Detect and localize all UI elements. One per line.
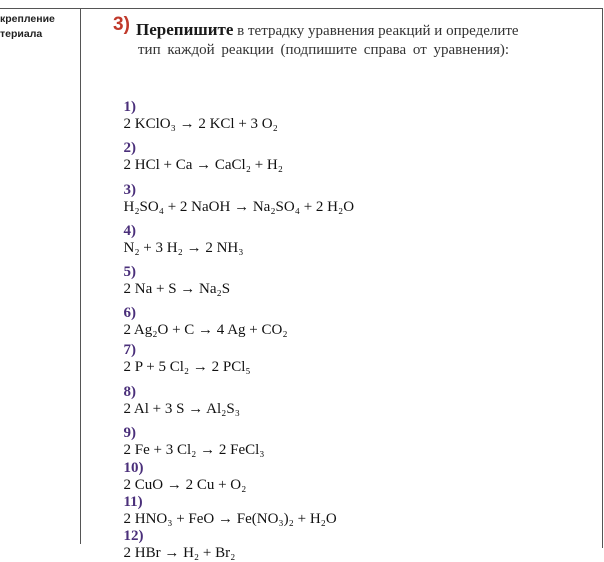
task-instruction-line2: тип каждой реакции (подпишите справа от уравнения): [138,42,510,58]
task-instruction-rest: в тетрадку уравнения реакций и определите [237,23,519,39]
task-instruction-line1 [136,20,519,40]
equation-row [116,511,235,562]
equation-number: 3) [123,182,136,198]
equation-number: 10) [123,460,144,476]
equation-text: 2 HCl + Ca → CaCl₂ + H₂ [123,157,283,173]
equation-text: 2 P + 5 Cl₂ → 2 PCl₅ [123,359,251,375]
equation-number: 6) [123,305,136,321]
equation-text: H₂SO₄ + 2 NaOH → Na₂SO₄ + 2 H₂O [123,199,355,215]
equation-text: 2 KClO₃ → 2 KCl + 3 O₂ [123,116,278,132]
equation-number: 7) [123,342,136,358]
equation-text: 2 CuO → 2 Cu + O₂ [123,477,247,493]
equation-number: 8) [123,384,136,400]
column-divider [80,8,81,544]
task-verb: Перепишите [136,20,234,39]
equation-number: 5) [123,264,136,280]
equation-number: 11) [123,494,143,510]
equation-text: 2 HBr → H₂ + Br₂ [123,545,236,561]
equation-text: 2 HNO₃ + FeO → Fe(NO₃)₂ + H₂O [123,511,337,527]
equation-text: 2 Al + 3 S → Al₂S₃ [123,401,240,417]
equation-number: 9) [123,425,136,441]
equation-number: 2) [123,140,136,156]
worksheet-frame [0,8,603,548]
equation-text: 2 Na + S → Na₂S [123,281,231,297]
side-label-line: териала [0,28,43,40]
equation-text: N₂ + 3 H₂ → 2 NH₃ [123,240,244,256]
task-number: 3) [113,14,130,35]
equation-text: 2 Fe + 3 Cl₂ → 2 FeCl₃ [123,442,265,458]
equation-number: 4) [123,223,136,239]
equation-number: 1) [123,99,136,115]
equation-number: 12) [123,528,144,544]
side-label-line: креплениe [0,13,55,25]
equation-text: 2 Ag₂O + C → 4 Ag + CO₂ [123,322,288,338]
side-label [0,12,80,42]
